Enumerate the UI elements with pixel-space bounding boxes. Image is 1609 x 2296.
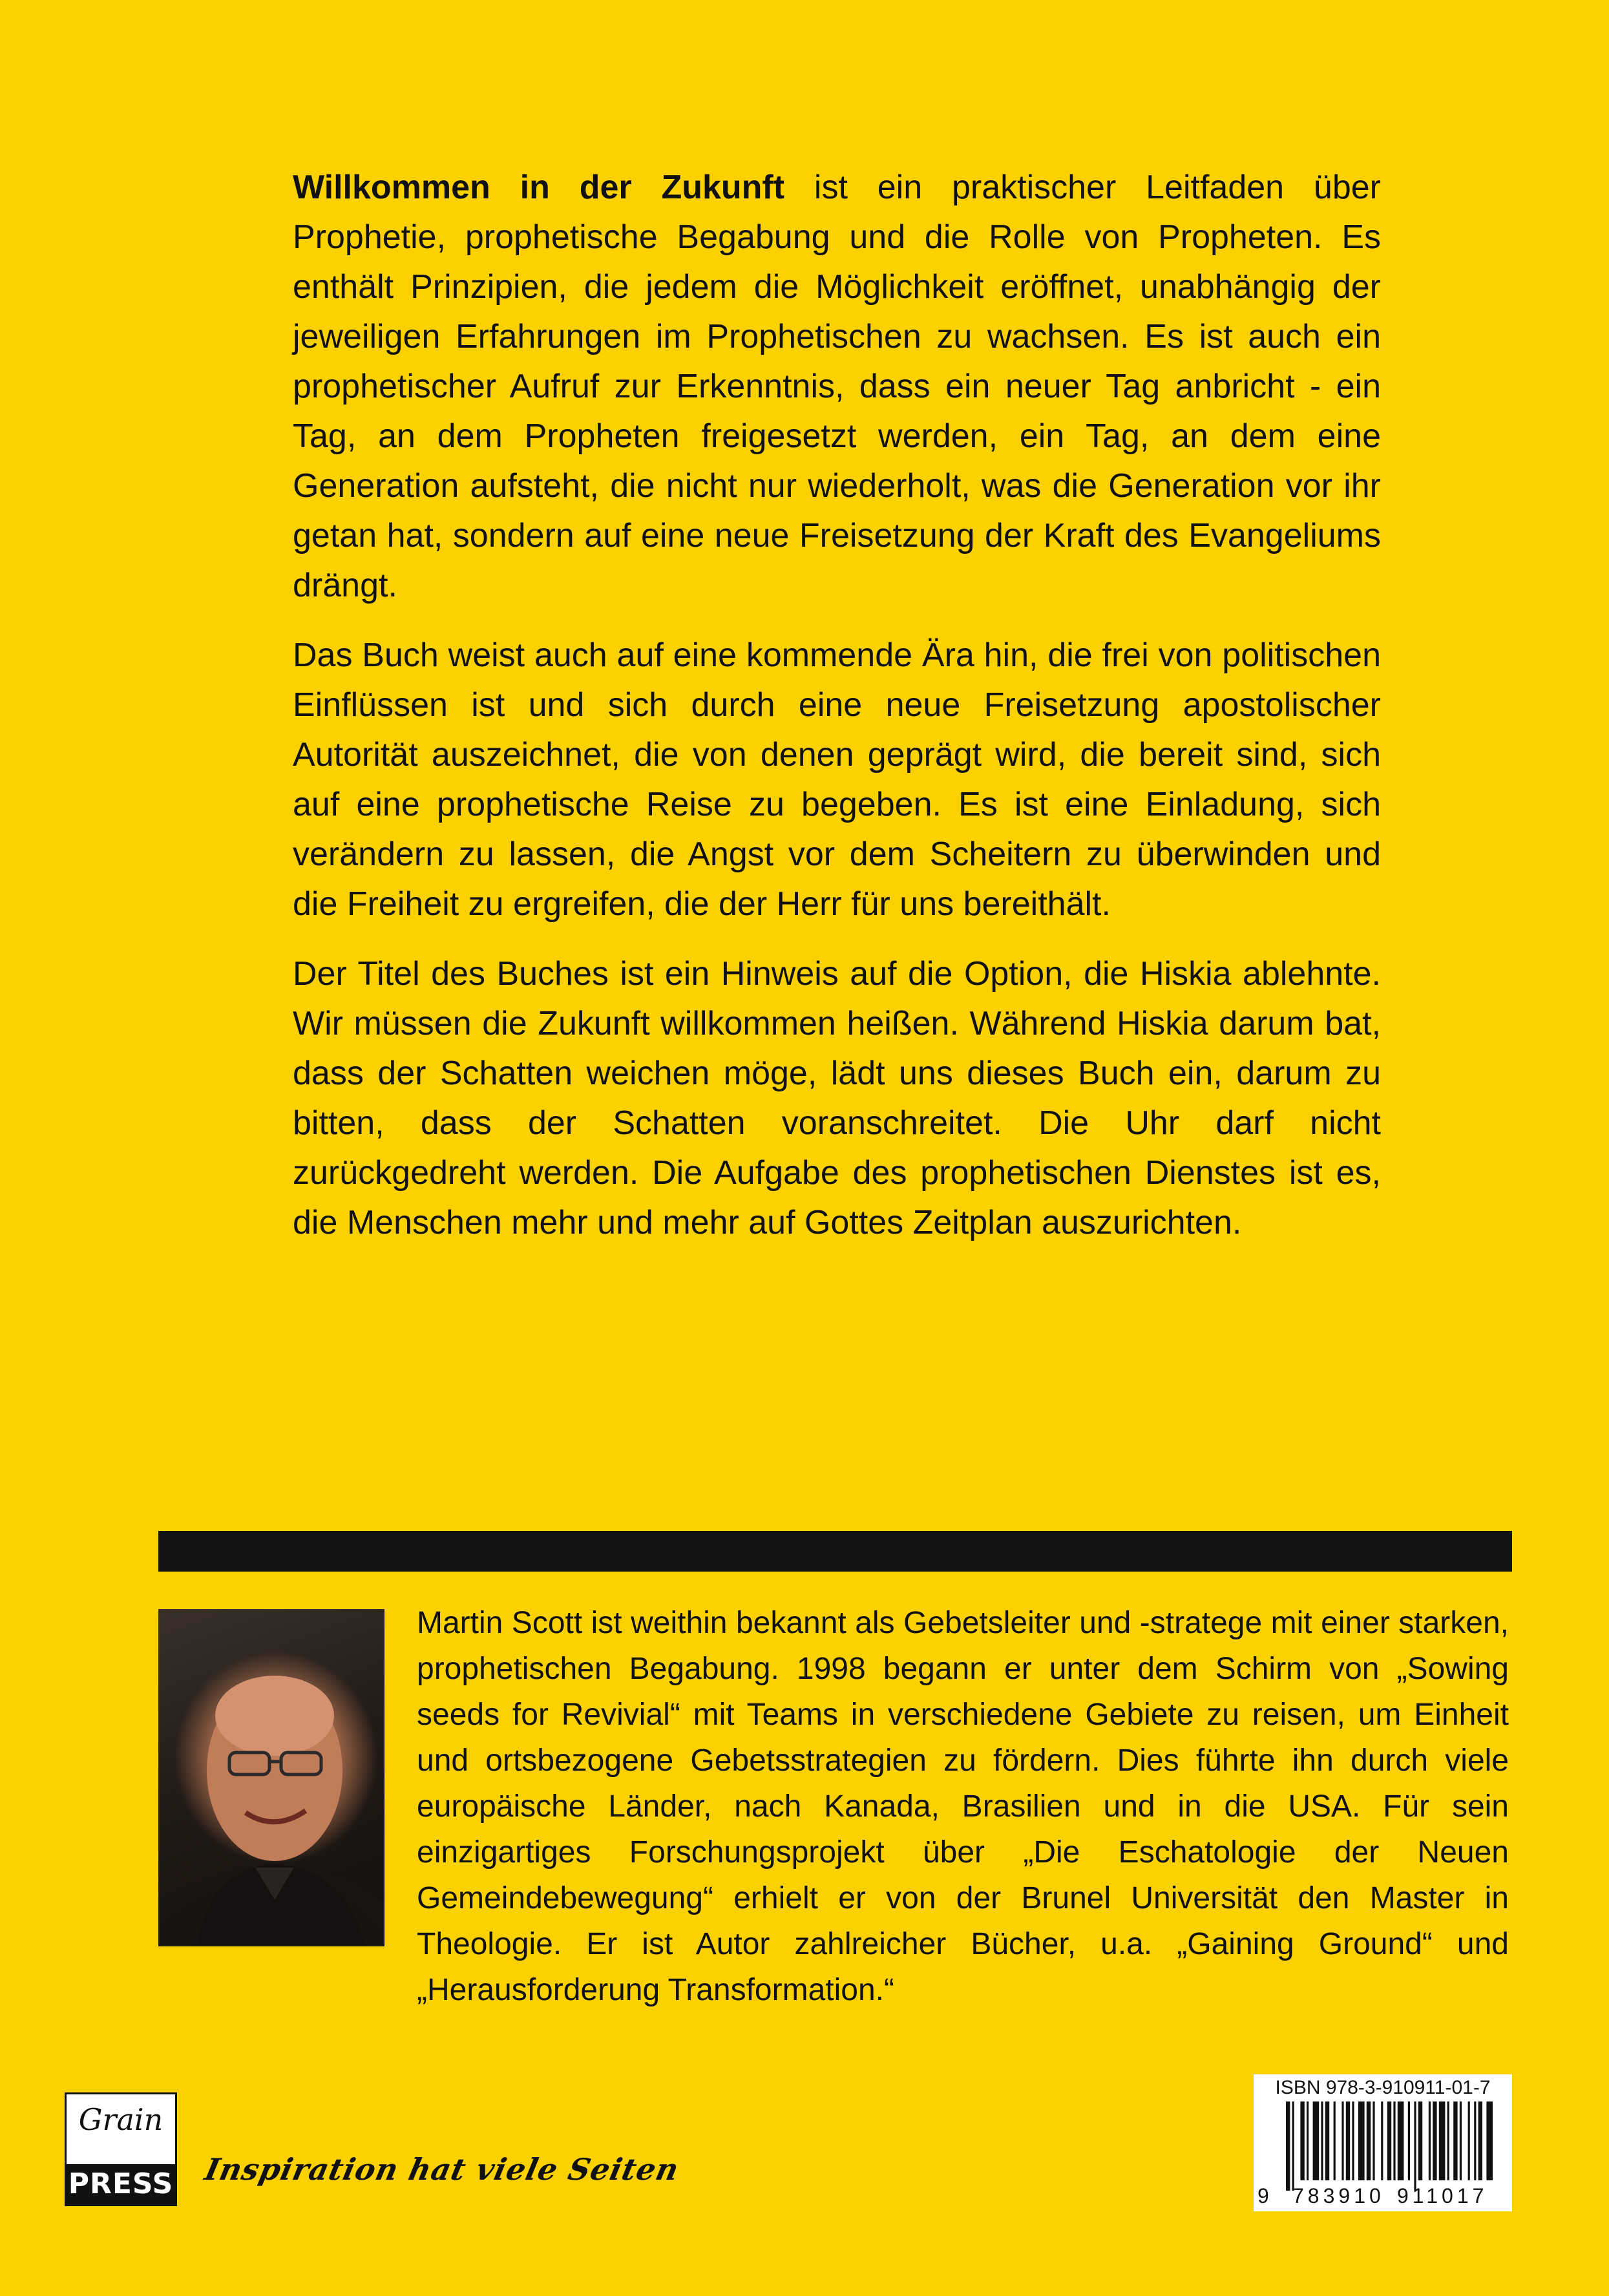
isbn-barcode (1254, 2074, 1512, 2211)
barcode-bar (1346, 2101, 1350, 2180)
barcode-bar (1372, 2101, 1374, 2180)
blurb-paragraph-1-text: ist ein praktischer Leitfaden über Prophetie, prophetische Begabung und die Rolle von Propheten. Es enthält Prinzipien, die jedem die Möglichkeit eröffnet, unabhängig der jeweiligen Erfahrungen im Prophetischen zu wachsen. Es ist auch ein prophetischer Aufruf zur Erkenntnis, dass ein neuer Tag anbricht - ein Tag, an dem Propheten freigesetzt werden, ein Tag, an dem eine Generation aufsteht, die nicht nur wiederholt, was die Generation vor ihr getan hat, sondern auf eine neue Freisetzung der Kraft des Evangeliums drängt. (293, 169, 1381, 604)
barcode-bar (1474, 2101, 1476, 2180)
barcode-bar (1429, 2101, 1431, 2180)
barcode-bar (1334, 2101, 1336, 2180)
barcode-bar (1486, 2101, 1493, 2180)
barcode-bar (1418, 2101, 1422, 2180)
barcode-bar (1358, 2101, 1365, 2180)
back-cover-blurb (293, 163, 1381, 1268)
blurb-paragraph-3: Der Titel des Buches ist ein Hinweis auf die Option, die Hiskia ablehnte. Wir müssen die Zukunft willkommen heißen. Während Hiskia darum bat, dass der Schatten weichen möge, lädt uns dieses Buch ein, darum zu bitten, dass der Schatten voranschreitet. Die Uhr darf nicht zurückgedreht werden. Die Aufgabe des prophetischen Dienstes ist es, die Menschen mehr und mehr auf Gottes Zeitplan auszurichten. (293, 955, 1381, 1241)
blurb-paragraph-2: Das Buch weist auch auf eine kommende Ära hin, die frei von politischen Einflüssen ist und sich durch eine neue Freisetzung apostolischer Autorität auszeichnet, die von denen geprägt wird, die bereit sind, sich auf eine prophetische Reise zu begeben. Es ist eine Einladung, sich verändern zu lassen, die Angst vor dem Scheitern zu überwinden und die Freiheit zu ergreifen, die der Herr für uns bereithält. (293, 637, 1381, 923)
barcode-bar (1300, 2101, 1304, 2180)
barcode-bar (1367, 2101, 1371, 2180)
barcode-bar (1460, 2101, 1462, 2180)
logo-grain-text: Grain (78, 2102, 163, 2137)
ean-right-digits: 911017 (1397, 2184, 1488, 2207)
barcode-bar (1468, 2101, 1470, 2180)
divider-bar (158, 1531, 1512, 1572)
barcode-bar (1414, 2101, 1416, 2191)
barcode-bar (1453, 2101, 1457, 2180)
barcode-bar (1393, 2101, 1395, 2180)
blurb-paragraph-1 (293, 163, 1381, 611)
ean-first-digit: 9 (1257, 2184, 1269, 2207)
barcode-bar (1313, 2101, 1320, 2180)
barcode-bar (1381, 2101, 1383, 2180)
barcode-bar (1387, 2101, 1391, 2180)
ean-digits (1254, 2184, 1512, 2210)
author-portrait-illustration (158, 1609, 384, 1946)
barcode-bar (1408, 2101, 1410, 2180)
publisher-slogan: Inspiration hat viele Seiten (202, 2152, 682, 2187)
barcode-bar (1439, 2101, 1446, 2180)
author-bio: Martin Scott ist weithin bekannt als Gebetsleiter und -stratege mit einer starken, prophetischen Begabung. 1998 begann er unter dem Schirm von „Sowing seeds for Revivial“ mit Teams in verschiedene Gebiete zu reisen, um Einheit und ortsbezogene Gebetsstrategien zu fördern. Dies führte ihn durch viele europäische Länder, nach Kanada, Brasilien und in die USA. Für sein einzigartiges Forschungsprojekt über „Die Eschatologie der Neuen Gemeindebewegung“ erhielt er von der Brunel Universität den Master in Theologie. Er ist Autor zahlreicher Bücher, u.a. „Gaining Ground“ und „Herausforderung Transformation.“ (417, 1606, 1509, 2007)
barcode-bar (1286, 2101, 1290, 2191)
barcode-bar (1433, 2101, 1436, 2180)
barcode-bar (1321, 2101, 1323, 2180)
isbn-label: ISBN 978-3-910911-01-7 (1275, 2077, 1491, 2098)
barcode-bar (1478, 2101, 1482, 2180)
barcode-bar (1398, 2101, 1404, 2180)
logo-press-text: PRESS (67, 2164, 175, 2204)
barcode-bar (1341, 2101, 1343, 2180)
grain-press-logo (65, 2092, 177, 2206)
ean-left-digits: 783910 (1292, 2184, 1385, 2207)
barcode-bars (1260, 2101, 1506, 2192)
barcode-bar (1352, 2101, 1354, 2180)
barcode-bar (1325, 2101, 1329, 2180)
book-title-lead: Willkommen in der Zukunft (293, 169, 785, 206)
author-photo (158, 1609, 384, 1946)
barcode-bar (1307, 2101, 1309, 2180)
barcode-bar (1447, 2101, 1449, 2180)
barcode-bar (1292, 2101, 1294, 2191)
